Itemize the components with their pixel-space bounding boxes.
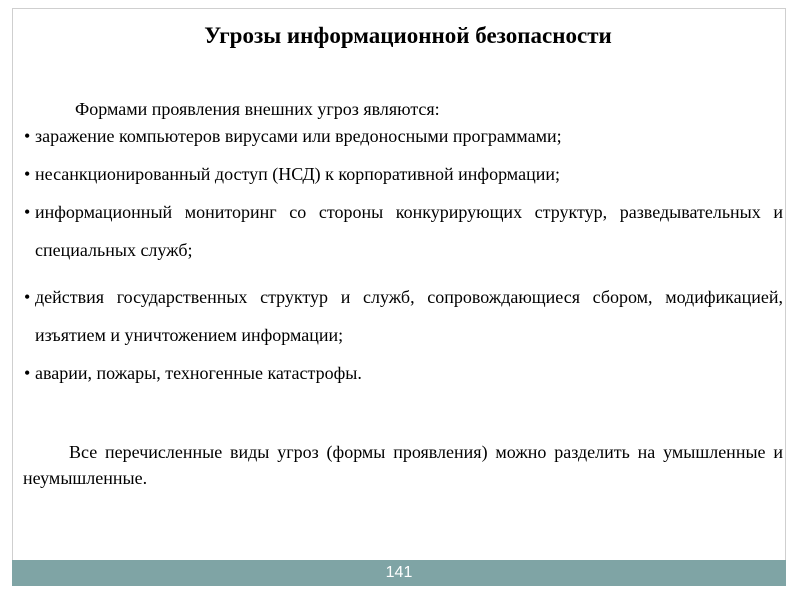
closing-text: Все перечисленные виды угроз (формы проявления) можно разделить на умышленные и неумышленные. <box>23 442 783 488</box>
list-item <box>23 363 783 383</box>
bullet-icon: • <box>24 164 31 184</box>
list-item-text: несанкционированный доступ (НСД) к корпоративной информации; <box>35 164 560 184</box>
list-item <box>23 278 783 354</box>
footer-bar <box>12 560 786 586</box>
list-item-text: информационный мониторинг со стороны конкурирующих структур, разведывательных и специальных служб; <box>35 202 783 260</box>
bullet-icon: • <box>24 126 31 146</box>
bullet-icon: • <box>24 363 31 383</box>
threat-list <box>23 126 783 383</box>
intro-text: Формами проявления внешних угроз являются: <box>75 99 440 119</box>
list-item-text: действия государственных структур и служб, сопровождающиеся сбором, модификацией, изъятием и уничтожением информации; <box>35 287 783 345</box>
slide-frame <box>12 8 786 561</box>
list-item <box>23 164 783 184</box>
list-item-text: аварии, пожары, техногенные катастрофы. <box>35 363 362 383</box>
slide-title: Угрозы информационной безопасности <box>204 23 612 48</box>
bullet-icon: • <box>24 287 31 307</box>
list-item-text: заражение компьютеров вирусами или вредоносными программами; <box>35 126 562 146</box>
bullet-icon: • <box>24 202 31 222</box>
list-item <box>23 193 783 269</box>
page-number: 141 <box>385 564 413 581</box>
list-item <box>23 126 783 146</box>
